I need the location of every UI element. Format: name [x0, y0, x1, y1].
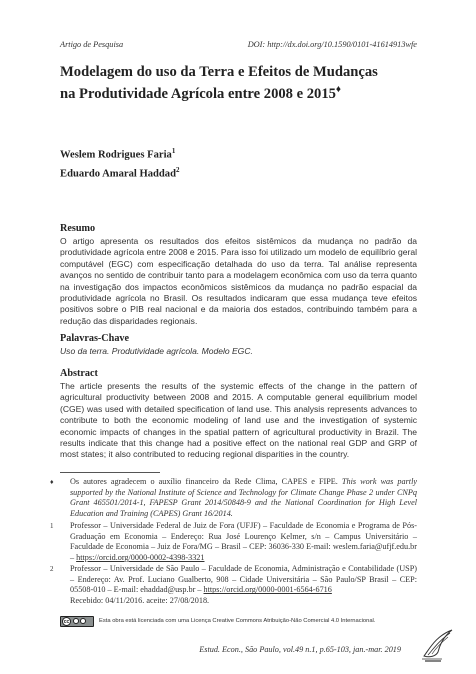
journal-section-label: Artigo de Pesquisa	[60, 40, 124, 49]
title-footnote-marker[interactable]: ♦	[335, 84, 342, 95]
footnote-2-marker: 2	[50, 565, 54, 573]
journal-citation: Estud. Econ., São Paulo, vol.49 n.1, p.65-103, jan.-mar. 2019	[199, 645, 401, 654]
cc-by-nc-icons	[73, 618, 86, 624]
cc-nc-icon	[80, 618, 86, 624]
footnote-acknowledgement-marker: ♦	[50, 478, 54, 486]
resumo-text: O artigo apresenta os resultados dos efeitos sistêmicos da mudança no padrão da produtividade agrícola entre 2008 e 2015. Para isso foi utilizado um modelo de equilíbrio geral computável (EGC) com especificação detalhada do uso da terra. Tal análise representa avanços no sentido de contribuir tanto para a modelagem econômica com uso da terra quanto na investigação dos impactos econômicos sistêmicos da mudança no padrão espacial da produtividade agrícola no Brasil. Os resultados indicaram que essa mudança teve efeitos positivos sobre o PIB real nacional e da maioria dos estados, contribuindo também para a redução das disparidades regionais.	[60, 236, 417, 326]
license-text: Esta obra está licenciada com uma Licença Creative Commons Atribuição-Não Comercial 4.0 Internacional.	[99, 618, 376, 624]
orcid-link-author-1[interactable]: https://orcid.org/0000-0002-4398-3321	[76, 553, 205, 563]
cc-by-icon	[73, 618, 79, 624]
author-1-name: Weslem Rodrigues Faria	[60, 149, 172, 161]
license-row	[60, 615, 375, 627]
creative-commons-icon[interactable]: cc	[60, 616, 94, 627]
author-1-footnote-marker[interactable]: 1	[171, 147, 176, 155]
doi-link[interactable]: DOI: http://dx.doi.org/10.1590/0101-41614913wfe	[247, 40, 417, 49]
abstract-text: The article presents the results of the systemic effects of the change in the pattern of agricultural productivity between 2008 and 2015. A computable general equilibrium model (CGE) was used with detailed specification of land use. This analysis represents advances to contribute to both the economic modeling of land use and the investigation of systemic economic impacts of changes in the spatial pattern of agricultural productivity in Brazil. The results indicate that this change had a positive effect on the national real GDP and GRP of most states; it also contributed to reducing regional disparities in the country.	[60, 381, 417, 460]
footnote-acknowledgement	[50, 477, 417, 520]
footnote-1-text: Professor – Universidade Federal de Juiz de Fora (UFJF) – Faculdade de Economia e Programa de Pós-Graduação em Economia – Endereço: Rua José Lourenço Kelmer, s/n – Campus Universitário – Faculdade de Economia – Juiz de Fora/MG – Brasil – CEP: 36036-330 E-mail: weslem.faria@ufjf.edu.br –	[70, 521, 417, 563]
footnote-1-marker: 1	[50, 522, 54, 530]
abstract-heading: Abstract	[60, 368, 98, 379]
received-dates: Recebido: 04/11/2016. aceite: 27/08/2018.	[70, 596, 210, 606]
title-line-2: na Produtividade Agrícola entre 2008 e 2015	[60, 85, 336, 102]
author-2-footnote-marker[interactable]: 2	[175, 166, 180, 174]
footnote-2-text: Professor – Universidade de São Paulo – Faculdade de Economia, Administração e Contabilidade (USP) – Endereço: Av. Prof. Luciano Gualberto, 908 – Cidade Universitária – São Paulo/SP Brasil – CEP: 05508-010 – E-mail: ehaddad@usp.br –	[70, 564, 417, 595]
palavras-chave-text: Uso da terra. Produtividade agrícola. Modelo EGC.	[60, 346, 253, 356]
footnote-divider	[60, 472, 160, 473]
economia-journal-logo-icon	[418, 626, 458, 664]
author-2-name: Eduardo Amaral Haddad	[60, 168, 176, 180]
orcid-link-author-2[interactable]: https://orcid.org/0000-0001-6564-6716	[203, 585, 332, 595]
footnote-author-1	[50, 521, 417, 564]
footnote-acknowledgement-text: Os autores agradecem o auxílio financeiro da Rede Clima, CAPES e FIPE.	[70, 477, 342, 486]
footnote-acknowledgement-english: This work was partly supported by the National Institute of Science and Technology for Climate Change Phase 2 under CNPq Grant 465501/2014-1, FAPESP Grant 2014/50848-9 and the National Coordination for High Level Education and Training (CAPES) Grant 16/2014.	[70, 477, 417, 519]
title-line-1: Modelagem do uso da Terra e Efeitos de Mudanças	[60, 64, 378, 80]
author-1	[60, 147, 175, 161]
footnote-author-2	[50, 564, 417, 607]
resumo-heading: Resumo	[60, 223, 96, 234]
palavras-chave-heading: Palavras-Chave	[60, 333, 130, 344]
article-title	[60, 64, 430, 103]
author-2	[60, 166, 179, 180]
